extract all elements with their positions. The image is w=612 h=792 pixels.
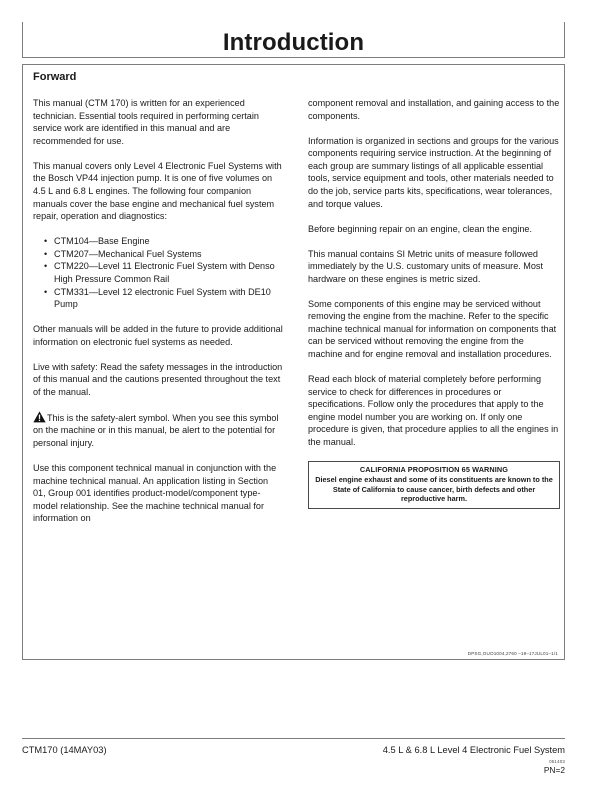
companion-manual-list bbox=[33, 235, 283, 311]
footer-manual-title: 4.5 L & 6.8 L Level 4 Electronic Fuel System bbox=[382, 745, 565, 755]
safety-alert-text: This is the safety-alert symbol. When you see this symbol on the machine or in this manual, be alert to the potential for personal injury. bbox=[33, 412, 279, 449]
two-column-body bbox=[33, 97, 560, 655]
list-item: • CTM220—Level 11 Electronic Fuel System with Denso High Pressure Common Rail bbox=[45, 260, 283, 285]
left-column bbox=[33, 97, 283, 537]
california-proposition-65-warning-box bbox=[308, 461, 560, 509]
footer-divider bbox=[22, 738, 565, 739]
footer-page-number: PN=2 bbox=[543, 765, 565, 775]
right-column bbox=[308, 97, 560, 509]
paragraph: Some components of this engine may be serviced without removing the engine from the machine. Refer to the specific machine technical manual for information on components that can be serviced without removing the engine from the machine and for engine removal and installation procedures. bbox=[308, 298, 557, 360]
paragraph: This manual (CTM 170) is written for an experienced technician. Essential tools required in performing certain service work are identified in this manual and are recommended for use. bbox=[33, 98, 259, 146]
paragraph: Live with safety: Read the safety messages in the introduction of this manual and the cautions presented throughout the text of the manual. bbox=[33, 361, 283, 397]
page-title: Introduction bbox=[222, 29, 365, 56]
warning-title: CALIFORNIA PROPOSITION 65 WARNING bbox=[359, 465, 509, 474]
paragraph: Use this component technical manual in conjunction with the machine technical manual. An application listing in Section 01, Group 001 identifies product-model/component type-model relationship. See the machine technical manual for information on bbox=[33, 463, 277, 524]
paragraph: Before beginning repair on an engine, clean the engine. bbox=[308, 223, 532, 234]
content-frame bbox=[22, 64, 565, 660]
paragraph: This manual covers only Level 4 Electronic Fuel Systems with the Bosch VP44 injection pump. It is one of five volumes on 4.5 L and 6.8 L engines. The following four companion manuals cover the base engine and mechanical fuel system repair, operation and diagnostics: bbox=[33, 160, 282, 222]
list-item: • CTM331—Level 12 electronic Fuel System with DE10 Pump bbox=[45, 286, 283, 311]
list-item: • CTM207—Mechanical Fuel Systems bbox=[45, 248, 283, 261]
document-reference-code: DPSG,OUO1004,2760 –19–17JUL01–1/1 bbox=[467, 651, 558, 656]
page-title-band bbox=[22, 22, 565, 58]
paragraph: Other manuals will be added in the future to provide additional information on electronic fuel systems as needed. bbox=[33, 324, 283, 347]
list-item: • CTM104—Base Engine bbox=[45, 235, 283, 248]
footer-manual-id: CTM170 (14MAY03) bbox=[22, 745, 107, 755]
warning-body: Diesel engine exhaust and some of its constituents are known to the State of California to cause cancer, birth defects and other reproductive harm. bbox=[315, 475, 553, 504]
section-heading: Forward bbox=[33, 71, 77, 83]
paragraph: This manual contains SI Metric units of measure followed immediately by the U.S. customary units of measure. Most hardware on these engines is metric sized. bbox=[308, 248, 544, 284]
paragraph: Read each block of material completely before performing service to check for differences in procedures or specifications. Follow only the procedures that apply to the engine model number you are working on. If only one procedure is given, that procedure applies to all the engines in the manual. bbox=[308, 374, 559, 448]
footer-date-code: 051403 bbox=[549, 759, 565, 764]
safety-alert-triangle-icon bbox=[33, 411, 46, 423]
safety-alert-paragraph bbox=[33, 411, 283, 450]
paragraph: component removal and installation, and gaining access to the components. bbox=[308, 98, 560, 121]
paragraph: Information is organized in sections and groups for the various components requiring service instruction. At the beginning of each group are summary listings of all applicable essential tools, service equipment and tools, other materials needed to do the job, service parts kits, specifications, wear tolerances, and torque values. bbox=[308, 135, 559, 209]
